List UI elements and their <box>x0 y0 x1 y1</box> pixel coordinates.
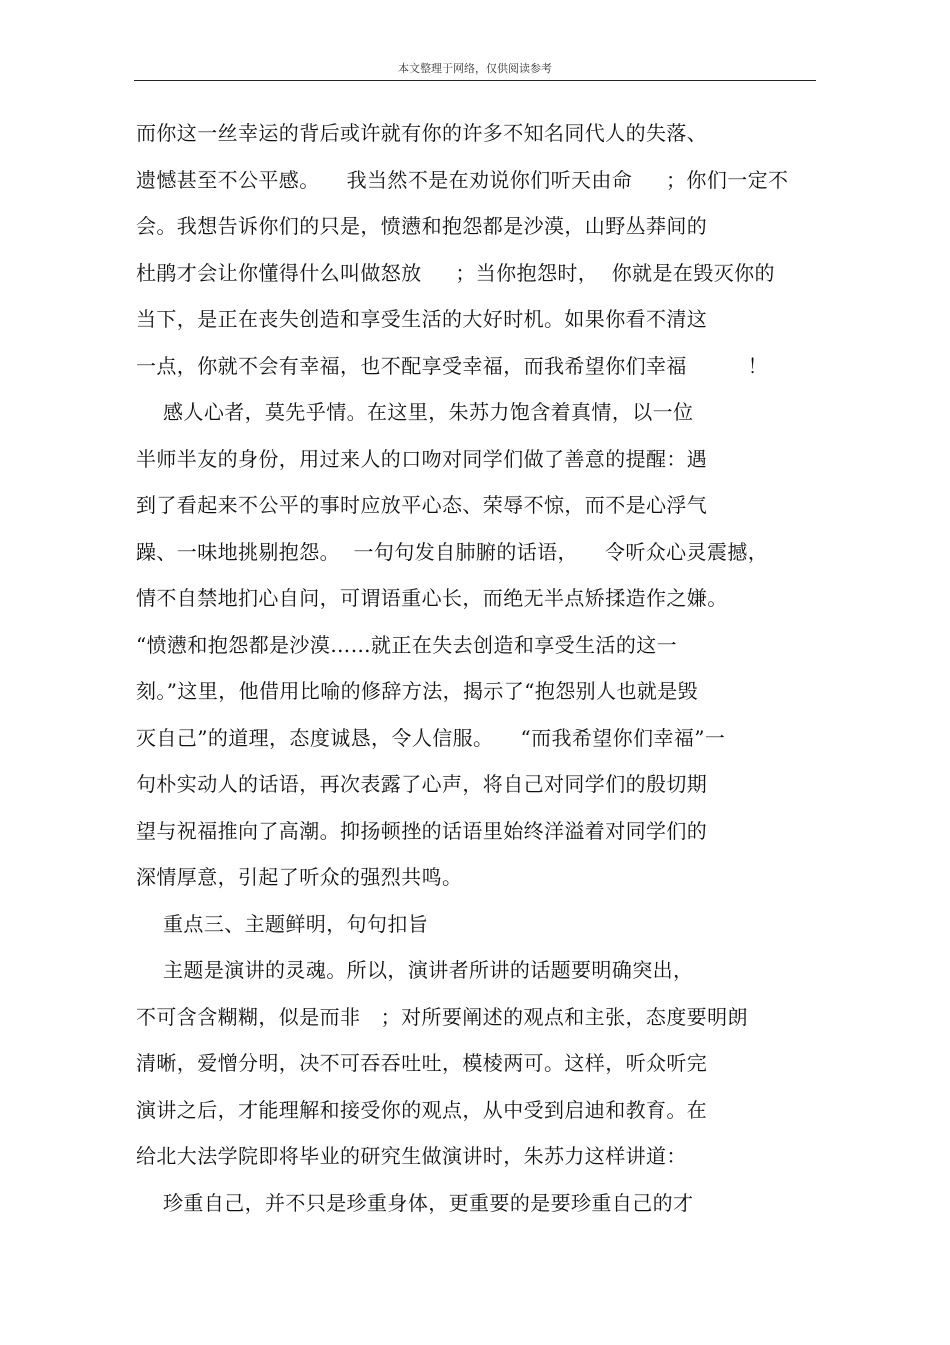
section-heading: 重点三、主题鲜明，句句扣旨 <box>136 911 429 936</box>
text-line: 主题是演讲的灵魂。所以，演讲者所讲的话题要明确突出， <box>136 958 694 982</box>
text-line: 而你这一丝幸运的背后或许就有你的许多不知名同代人的失落、 <box>136 121 708 145</box>
text-line: 一点，你就不会有幸福，也不配享受幸福，而我希望你们幸福 ！ <box>136 353 769 378</box>
text-line: “愤懑和抱怨都是沙漠……就正在失去创造和享受生活的这一 <box>136 632 678 657</box>
text-line: 不可含含糊糊，似是而非 ；对所要阐述的观点和主张，态度要明朗 <box>136 1004 748 1029</box>
text-line: 情不自禁地扪心自问，可谓语重心长，而绝无半点矫揉造作之嫌。 <box>136 586 728 610</box>
text-line: 清晰，爱憎分明，决不可吞吞吐吐，模棱两可。这样，听众听完 <box>136 1051 708 1075</box>
text-line: 给北大法学院即将毕业的研究生做演讲时，朱苏力这样讲道： <box>136 1144 687 1168</box>
text-line: 感人心者，莫先乎情。在这里，朱苏力饱含着真情，以一位 <box>136 400 694 424</box>
text-line: 珍重自己，并不只是珍重身体，更重要的是要珍重自己的才 <box>136 1190 694 1215</box>
text-line: 刻。”这里，他借用比喻的修辞方法，揭示了“抱怨别人也就是毁 <box>136 679 699 703</box>
text-line: 躁、一味地挑剔抱怨。 一句句发自肺腑的话语， 令听众心灵震撼， <box>136 539 769 564</box>
text-line: 演讲之后，才能理解和接受你的观点，从中受到启迪和教育。在 <box>136 1097 708 1122</box>
header-rule <box>134 80 816 81</box>
text-line: 会。我想告诉你们的只是，愤懑和抱怨都是沙漠，山野丛莽间的 <box>136 214 708 238</box>
text-line: 杜鹃才会让你懂得什么叫做怒放 ；当你抱怨时， 你就是在毁灭你的 <box>136 260 775 285</box>
page-header: 本文整理于网络，仅供阅读参考 <box>398 62 552 75</box>
text-line: 灭自己”的道理，态度诚恳，令人信服。 “而我希望你们幸福”一 <box>136 725 726 750</box>
text-line: 当下，是正在丧失创造和享受生活的大好时机。如果你看不清这 <box>136 307 708 331</box>
text-line: 望与祝福推向了高潮。抑扬顿挫的话语里始终洋溢着对同学们的 <box>136 818 708 843</box>
text-line: 句朴实动人的话语，再次表露了心声，将自己对同学们的殷切期 <box>136 772 708 796</box>
text-line: 到了看起来不公平的事时应放平心态、荣辱不惊，而不是心浮气 <box>136 493 708 517</box>
text-line: 遗憾甚至不公平感。 我当然不是在劝说你们听天由命 ；你们一定不 <box>136 167 789 192</box>
text-line: 半师半友的身份，用过来人的口吻对同学们做了善意的提醒：遇 <box>136 446 708 471</box>
text-line: 深情厚意，引起了听众的强烈共鸣。 <box>136 865 463 889</box>
